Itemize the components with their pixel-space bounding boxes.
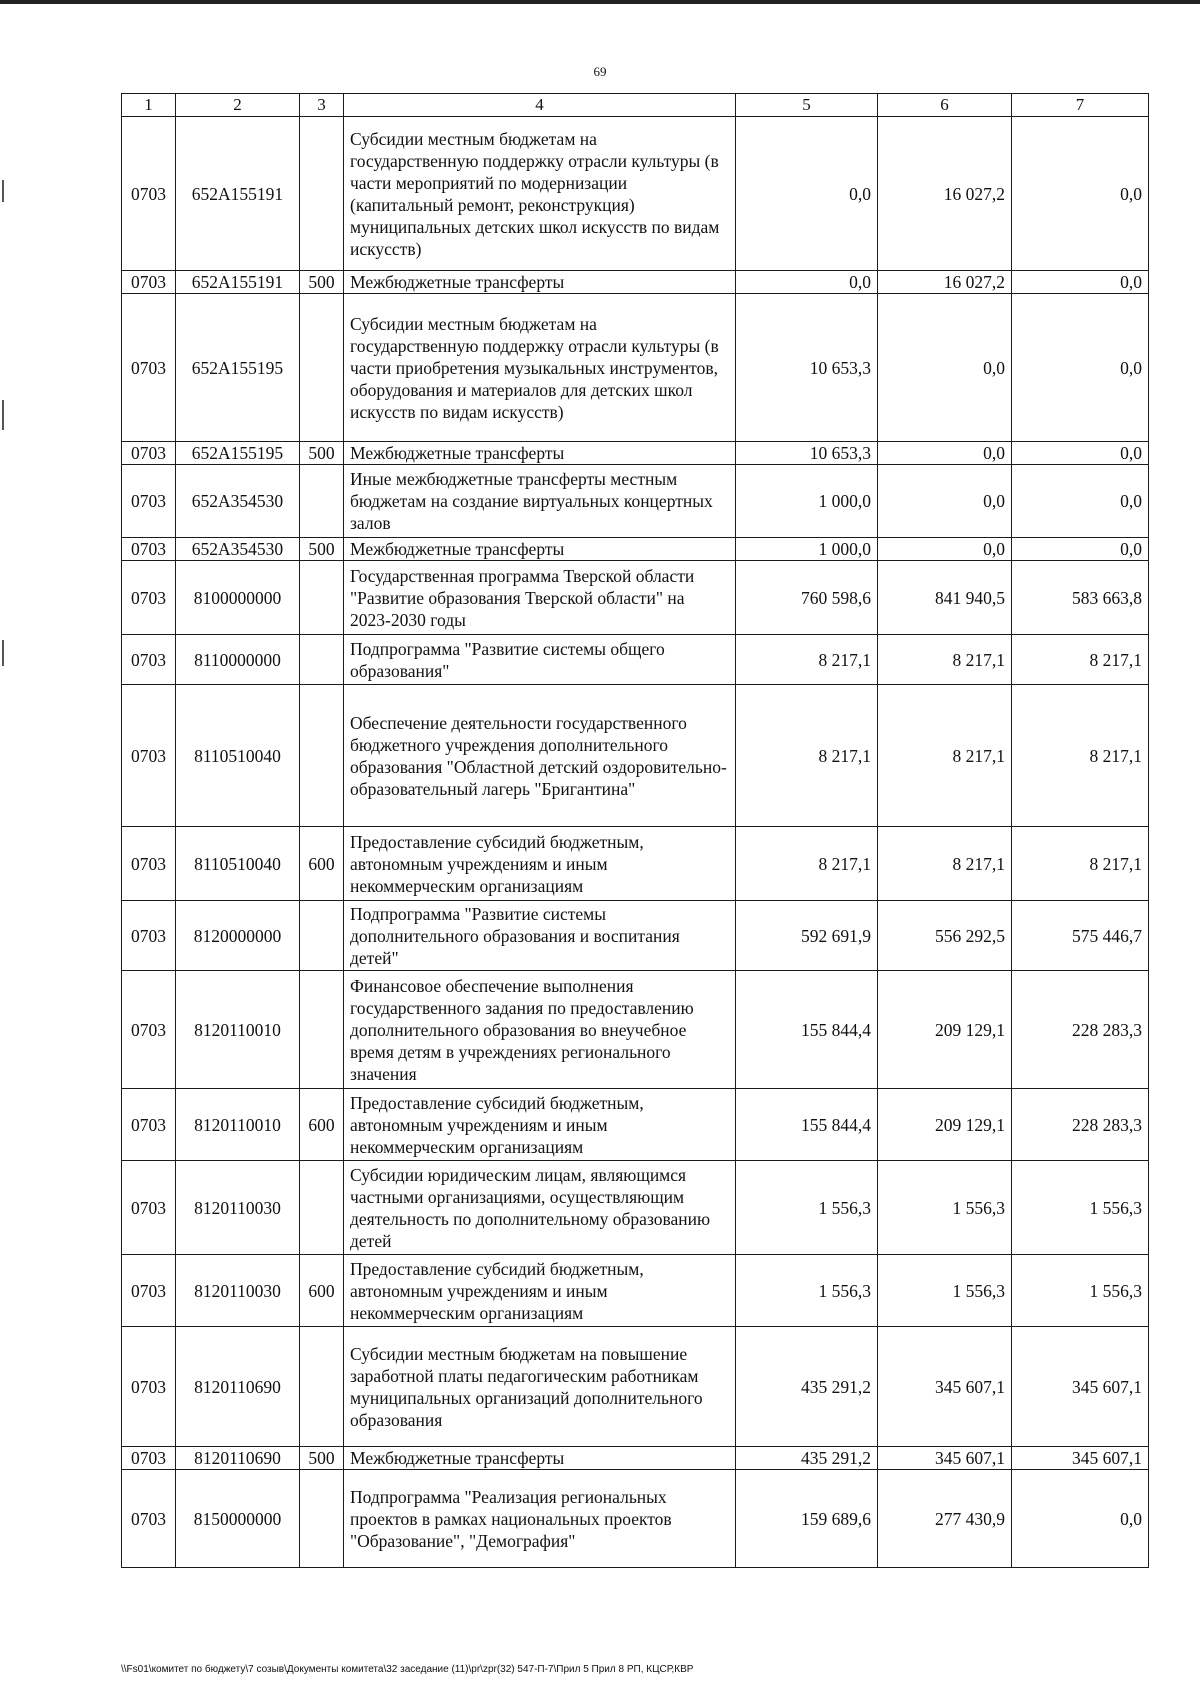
section-code: 0703 <box>122 1089 176 1161</box>
amount-year-2: 0,0 <box>878 465 1012 538</box>
expense-type-code: 500 <box>300 1447 344 1470</box>
amount-year-2: 8 217,1 <box>878 827 1012 901</box>
target-code: 8110000000 <box>176 635 300 685</box>
amount-year-1: 155 844,4 <box>736 1089 878 1161</box>
target-code: 8120110010 <box>176 1089 300 1161</box>
budget-table <box>121 93 1149 1568</box>
table-row <box>122 294 1149 442</box>
table-row <box>122 685 1149 827</box>
scan-margin-mark <box>2 180 4 202</box>
expense-type-code <box>300 117 344 271</box>
item-name: Межбюджетные трансферты <box>344 271 736 294</box>
column-header: 1 <box>122 94 176 117</box>
table-header-row <box>122 94 1149 117</box>
amount-year-3: 0,0 <box>1012 117 1149 271</box>
amount-year-3: 0,0 <box>1012 271 1149 294</box>
amount-year-3: 0,0 <box>1012 294 1149 442</box>
section-code: 0703 <box>122 538 176 561</box>
table-row <box>122 465 1149 538</box>
target-code: 8110510040 <box>176 685 300 827</box>
section-code: 0703 <box>122 901 176 971</box>
amount-year-3: 345 607,1 <box>1012 1327 1149 1447</box>
expense-type-code: 600 <box>300 1255 344 1327</box>
target-code: 8120110690 <box>176 1447 300 1470</box>
amount-year-2: 16 027,2 <box>878 271 1012 294</box>
amount-year-1: 0,0 <box>736 117 878 271</box>
amount-year-3: 345 607,1 <box>1012 1447 1149 1470</box>
item-name: Подпрограмма "Развитие системы общего образования" <box>344 635 736 685</box>
target-code: 8150000000 <box>176 1470 300 1568</box>
target-code: 8120000000 <box>176 901 300 971</box>
item-name: Межбюджетные трансферты <box>344 442 736 465</box>
table-row <box>122 538 1149 561</box>
amount-year-1: 0,0 <box>736 271 878 294</box>
expense-type-code: 600 <box>300 1089 344 1161</box>
scan-margin-mark <box>2 640 4 666</box>
item-name: Предоставление субсидий бюджетным, автономным учреждениям и иным некоммерческим организациям <box>344 827 736 901</box>
expense-type-code <box>300 465 344 538</box>
target-code: 652A354530 <box>176 538 300 561</box>
page-number: 69 <box>593 64 607 79</box>
expense-type-code <box>300 1470 344 1568</box>
amount-year-1: 1 556,3 <box>736 1255 878 1327</box>
table-row <box>122 271 1149 294</box>
column-header: 4 <box>344 94 736 117</box>
expense-type-code: 500 <box>300 271 344 294</box>
table-row <box>122 1089 1149 1161</box>
amount-year-1: 592 691,9 <box>736 901 878 971</box>
target-code: 652A155195 <box>176 442 300 465</box>
amount-year-1: 155 844,4 <box>736 971 878 1089</box>
table-row <box>122 1161 1149 1255</box>
item-name: Межбюджетные трансферты <box>344 1447 736 1470</box>
amount-year-3: 0,0 <box>1012 442 1149 465</box>
expense-type-code <box>300 1161 344 1255</box>
expense-type-code <box>300 294 344 442</box>
target-code: 8120110010 <box>176 971 300 1089</box>
item-name: Иные межбюджетные трансферты местным бюджетам на создание виртуальных концертных залов <box>344 465 736 538</box>
table-row <box>122 901 1149 971</box>
amount-year-3: 0,0 <box>1012 538 1149 561</box>
amount-year-3: 0,0 <box>1012 1470 1149 1568</box>
amount-year-1: 10 653,3 <box>736 442 878 465</box>
item-name: Подпрограмма "Реализация региональных проектов в рамках национальных проектов "Образование", "Демография" <box>344 1470 736 1568</box>
amount-year-1: 10 653,3 <box>736 294 878 442</box>
target-code: 8100000000 <box>176 561 300 635</box>
amount-year-2: 277 430,9 <box>878 1470 1012 1568</box>
section-code: 0703 <box>122 1447 176 1470</box>
amount-year-2: 345 607,1 <box>878 1447 1012 1470</box>
amount-year-3: 8 217,1 <box>1012 635 1149 685</box>
amount-year-1: 8 217,1 <box>736 635 878 685</box>
amount-year-3: 0,0 <box>1012 465 1149 538</box>
item-name: Субсидии местным бюджетам на государственную поддержку отрасли культуры (в части приобретения музыкальных инструментов, оборудования и материалов для детских школ искусств по видам искусств) <box>344 294 736 442</box>
amount-year-2: 8 217,1 <box>878 685 1012 827</box>
section-code: 0703 <box>122 685 176 827</box>
amount-year-3: 8 217,1 <box>1012 685 1149 827</box>
target-code: 652A354530 <box>176 465 300 538</box>
file-path-footer: \\Fs01\комитет по бюджету\7 созыв\Документы комитета\32 заседание (11)\pr\zpr(32) 547-П-7\Прил 5 Прил 8 РП, КЦСР,КВР <box>121 1664 694 1675</box>
expense-type-code <box>300 635 344 685</box>
amount-year-1: 1 556,3 <box>736 1161 878 1255</box>
amount-year-3: 1 556,3 <box>1012 1255 1149 1327</box>
table-row <box>122 1470 1149 1568</box>
section-code: 0703 <box>122 271 176 294</box>
amount-year-1: 435 291,2 <box>736 1447 878 1470</box>
column-header: 5 <box>736 94 878 117</box>
amount-year-1: 435 291,2 <box>736 1327 878 1447</box>
amount-year-3: 1 556,3 <box>1012 1161 1149 1255</box>
expense-type-code <box>300 901 344 971</box>
item-name: Обеспечение деятельности государственного бюджетного учреждения дополнительного образования "Областной детский оздоровительно-образовательный лагерь "Бригантина" <box>344 685 736 827</box>
table-row <box>122 561 1149 635</box>
item-name: Подпрограмма "Развитие системы дополнительного образования и воспитания детей" <box>344 901 736 971</box>
amount-year-3: 8 217,1 <box>1012 827 1149 901</box>
table-row <box>122 1327 1149 1447</box>
amount-year-3: 228 283,3 <box>1012 1089 1149 1161</box>
table-row <box>122 442 1149 465</box>
expense-type-code <box>300 1327 344 1447</box>
target-code: 8120110030 <box>176 1161 300 1255</box>
item-name: Субсидии местным бюджетам на повышение заработной платы педагогическим работникам муниципальных организаций дополнительного образования <box>344 1327 736 1447</box>
amount-year-2: 209 129,1 <box>878 1089 1012 1161</box>
table-row <box>122 117 1149 271</box>
amount-year-2: 0,0 <box>878 442 1012 465</box>
expense-type-code <box>300 971 344 1089</box>
scan-top-edge <box>0 0 1200 4</box>
table-row <box>122 1255 1149 1327</box>
table-row <box>122 1447 1149 1470</box>
amount-year-1: 8 217,1 <box>736 685 878 827</box>
amount-year-2: 0,0 <box>878 294 1012 442</box>
item-name: Государственная программа Тверской области "Развитие образования Тверской области" на 2023-2030 годы <box>344 561 736 635</box>
amount-year-2: 209 129,1 <box>878 971 1012 1089</box>
scan-margin-mark <box>2 400 4 430</box>
amount-year-3: 228 283,3 <box>1012 971 1149 1089</box>
target-code: 8110510040 <box>176 827 300 901</box>
amount-year-1: 159 689,6 <box>736 1470 878 1568</box>
amount-year-2: 8 217,1 <box>878 635 1012 685</box>
amount-year-1: 1 000,0 <box>736 465 878 538</box>
target-code: 652A155191 <box>176 117 300 271</box>
table-row <box>122 971 1149 1089</box>
section-code: 0703 <box>122 635 176 685</box>
expense-type-code <box>300 561 344 635</box>
amount-year-2: 556 292,5 <box>878 901 1012 971</box>
amount-year-3: 583 663,8 <box>1012 561 1149 635</box>
target-code: 8120110030 <box>176 1255 300 1327</box>
amount-year-2: 345 607,1 <box>878 1327 1012 1447</box>
amount-year-1: 760 598,6 <box>736 561 878 635</box>
section-code: 0703 <box>122 1327 176 1447</box>
target-code: 8120110690 <box>176 1327 300 1447</box>
amount-year-1: 8 217,1 <box>736 827 878 901</box>
item-name: Субсидии юридическим лицам, являющимся частными организациями, осуществляющим деятельность по дополнительному образованию детей <box>344 1161 736 1255</box>
column-header: 3 <box>300 94 344 117</box>
amount-year-2: 841 940,5 <box>878 561 1012 635</box>
section-code: 0703 <box>122 827 176 901</box>
amount-year-2: 16 027,2 <box>878 117 1012 271</box>
section-code: 0703 <box>122 1470 176 1568</box>
amount-year-3: 575 446,7 <box>1012 901 1149 971</box>
amount-year-1: 1 000,0 <box>736 538 878 561</box>
target-code: 652A155195 <box>176 294 300 442</box>
column-header: 7 <box>1012 94 1149 117</box>
expense-type-code: 600 <box>300 827 344 901</box>
item-name: Предоставление субсидий бюджетным, автономным учреждениям и иным некоммерческим организациям <box>344 1089 736 1161</box>
section-code: 0703 <box>122 971 176 1089</box>
expense-type-code <box>300 685 344 827</box>
expense-type-code: 500 <box>300 442 344 465</box>
table-row <box>122 827 1149 901</box>
section-code: 0703 <box>122 1161 176 1255</box>
section-code: 0703 <box>122 1255 176 1327</box>
section-code: 0703 <box>122 561 176 635</box>
amount-year-2: 1 556,3 <box>878 1161 1012 1255</box>
target-code: 652A155191 <box>176 271 300 294</box>
section-code: 0703 <box>122 465 176 538</box>
expense-type-code: 500 <box>300 538 344 561</box>
amount-year-2: 0,0 <box>878 538 1012 561</box>
amount-year-2: 1 556,3 <box>878 1255 1012 1327</box>
item-name: Финансовое обеспечение выполнения государственного задания по предоставлению дополнительного образования во внеучебное время детям в учреждениях регионального значения <box>344 971 736 1089</box>
table-row <box>122 635 1149 685</box>
column-header: 6 <box>878 94 1012 117</box>
column-header: 2 <box>176 94 300 117</box>
item-name: Межбюджетные трансферты <box>344 538 736 561</box>
section-code: 0703 <box>122 117 176 271</box>
item-name: Субсидии местным бюджетам на государственную поддержку отрасли культуры (в части мероприятий по модернизации (капитальный ремонт, реконструкция) муниципальных детских школ искусств по видам искусств) <box>344 117 736 271</box>
section-code: 0703 <box>122 442 176 465</box>
section-code: 0703 <box>122 294 176 442</box>
item-name: Предоставление субсидий бюджетным, автономным учреждениям и иным некоммерческим организациям <box>344 1255 736 1327</box>
